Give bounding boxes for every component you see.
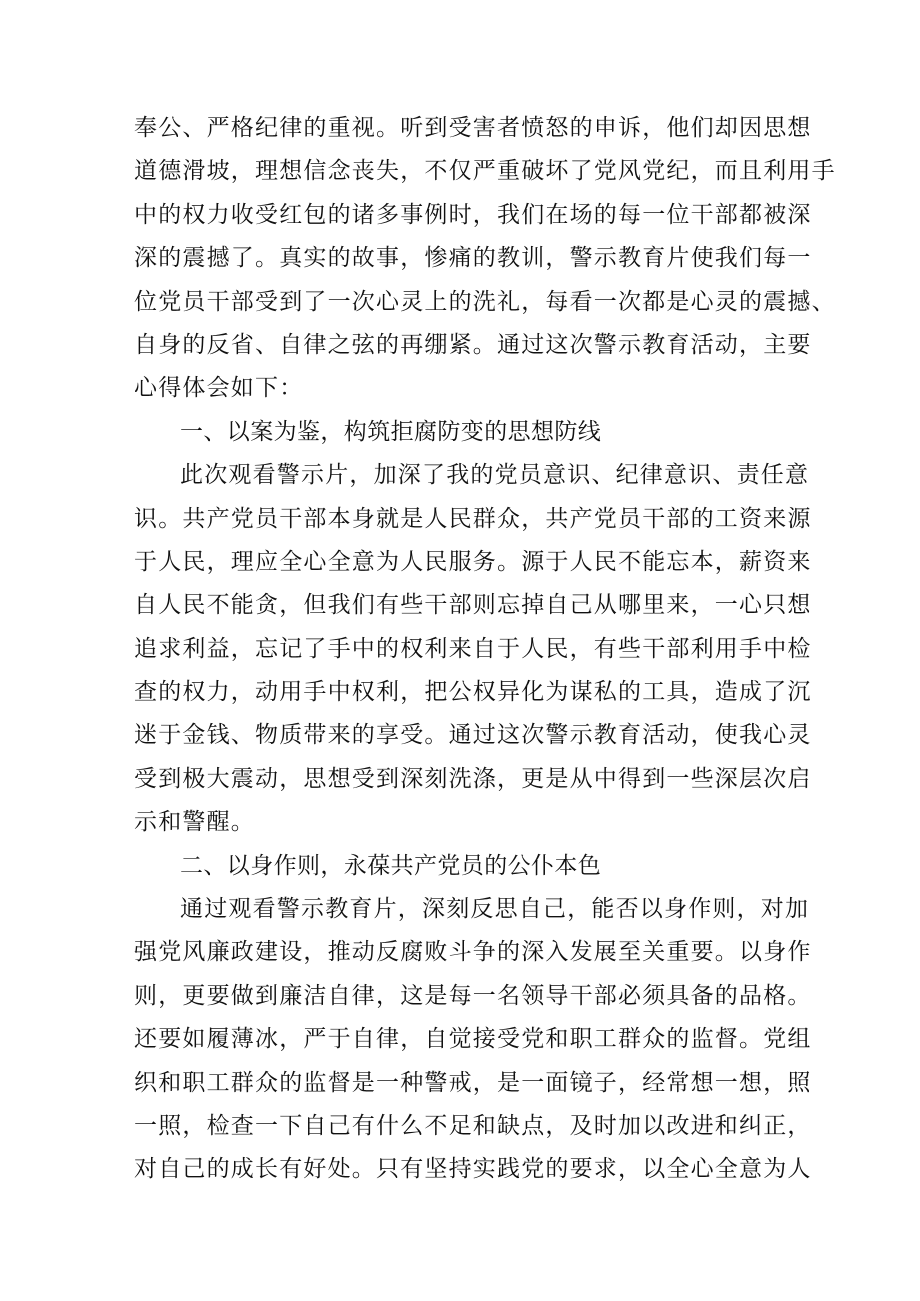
text-line: 织和职工群众的监督是一种警戒，是一面镜子，经常想一想，照 — [134, 1069, 812, 1096]
section-heading-2: 二、以身作则，永葆共产党员的公仆本色 — [180, 852, 602, 879]
section-1-paragraph — [134, 454, 812, 845]
text-line: 心得体会如下： — [134, 375, 304, 402]
text-line: 识。共产党员干部本身就是人民群众，共产党员干部的工资来源 — [134, 505, 812, 532]
text-line: 则，更要做到廉洁自律，这是每一名领导干部必须具备的品格。 — [134, 982, 812, 1009]
text-line: 还要如履薄冰，严于自律，自觉接受党和职工群众的监督。党组 — [134, 1026, 812, 1053]
section-2-paragraph — [134, 888, 812, 1192]
text-line: 位党员干部受到了一次心灵上的洗礼，每看一次都是心灵的震撼、 — [134, 288, 836, 315]
text-line: 奉公、严格纪律的重视。听到受害者愤怒的申诉，他们却因思想 — [134, 115, 812, 141]
text-line: 此次观看警示片，加深了我的党员意识、纪律意识、责任意 — [180, 462, 810, 489]
text-line: 通过观看警示教育片，深刻反思自己，能否以身作则，对加 — [180, 896, 810, 923]
text-line: 示和警醒。 — [134, 809, 255, 836]
text-line: 于人民，理应全心全意为人民服务。源于人民不能忘本，薪资来 — [134, 548, 812, 575]
text-line: 追求利益，忘记了手中的权利来自于人民，有些干部利用手中检 — [134, 635, 812, 662]
intro-paragraph — [134, 107, 836, 411]
text-line: 对自己的成长有好处。只有坚持实践党的要求，以全心全意为人 — [134, 1156, 812, 1183]
text-line: 深的震撼了。真实的故事，惨痛的教训，警示教育片使我们每一 — [134, 245, 812, 272]
document-body — [134, 107, 836, 1192]
text-line: 自身的反省、自律之弦的再绷紧。通过这次警示教育活动，主要 — [134, 331, 812, 358]
text-line: 强党风廉政建设，推动反腐败斗争的深入发展至关重要。以身作 — [134, 939, 812, 966]
text-line: 一照，检查一下自己有什么不足和缺点，及时加以改进和纠正， — [134, 1112, 812, 1139]
text-line: 受到极大震动，思想受到深刻洗涤，更是从中得到一些深层次启 — [134, 765, 812, 792]
section-heading-1: 一、以案为鉴，构筑拒腐防变的思想防线 — [180, 418, 602, 445]
text-line: 道德滑坡，理想信念丧失，不仅严重破坏了党风党纪，而且利用手 — [134, 158, 836, 185]
text-line: 查的权力，动用手中权利，把公权异化为谋私的工具，造成了沉 — [134, 679, 812, 706]
text-line: 迷于金钱、物质带来的享受。通过这次警示教育活动，使我心灵 — [134, 722, 812, 749]
text-line: 自人民不能贪，但我们有些干部则忘掉自己从哪里来，一心只想 — [134, 592, 812, 619]
text-line: 中的权力收受红包的诸多事例时，我们在场的每一位干部都被深 — [134, 201, 812, 228]
